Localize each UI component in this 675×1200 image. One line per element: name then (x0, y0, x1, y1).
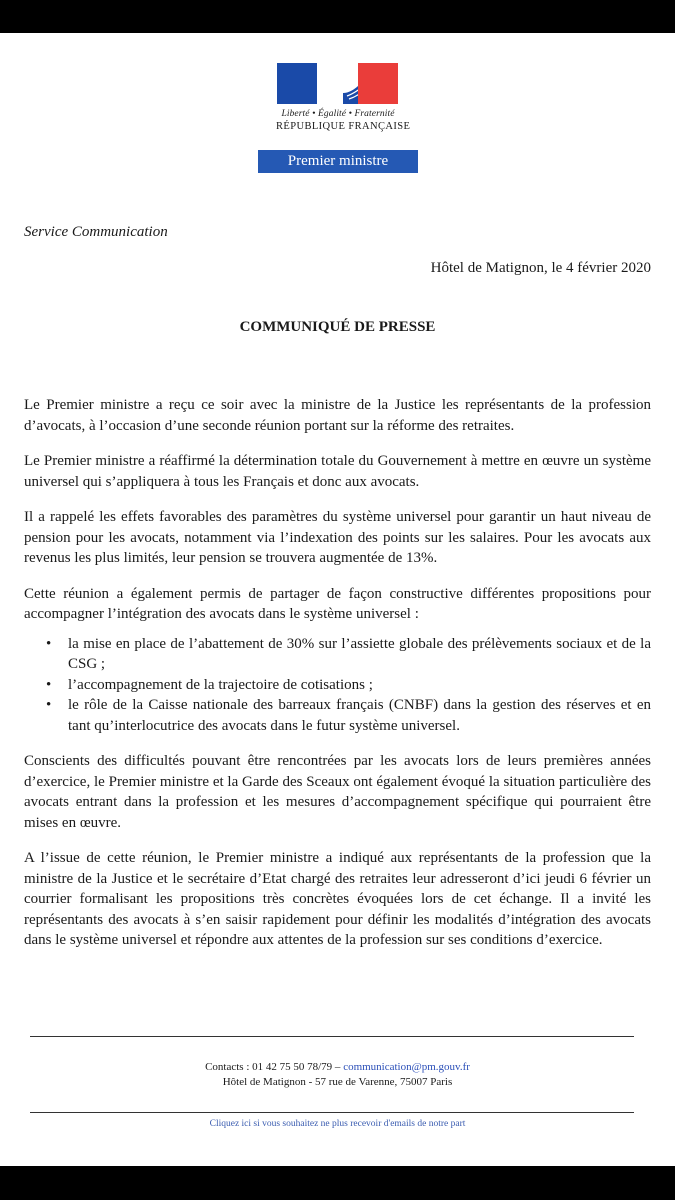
list-item: • la mise en place de l’abattement de 30% sur l’assiette globale des prélèvements sociaux et de la CSG ; (46, 634, 651, 675)
list-item: • le rôle de la Caisse nationale des barreaux français (CNBF) dans la gestion des réserves et en tant qu’interlocutrice des avocats dans le futur système universel. (46, 695, 651, 736)
document-body (24, 395, 651, 966)
premier-ministre-banner: Premier ministre (258, 150, 418, 173)
republique-francaise-logo (276, 63, 411, 132)
divider (30, 1036, 634, 1037)
marianne-icon (343, 63, 358, 104)
contact-email-link[interactable]: communication@pm.gouv.fr (343, 1061, 470, 1073)
paragraph: Le Premier ministre a reçu ce soir avec la ministre de la Justice les représentants de la profession d’avocats, à l’occasion d’une seconde réunion portant sur la réforme des retraites. (24, 397, 651, 434)
republic-motto: Liberté • Égalité • Fraternité (281, 109, 395, 119)
french-flag-logo (277, 63, 398, 104)
paragraph: Il a rappelé les effets favorables des paramètres du système universel pour garantir un haut niveau de pension pour les avocats, notamment via l’indexation des points sur les salaires. Pour les avocats aux revenus les plus limités, leur pension se trouvera augmentée de 13%. (24, 509, 651, 566)
service-label: Service Communication (24, 224, 168, 240)
republique-francaise-label: RÉPUBLIQUE FRANÇAISE (276, 121, 411, 132)
paragraph: Cette réunion a également permis de partager de façon constructive différentes propositions pour accompagner l’intégration des avocats dans le système universel : (24, 585, 651, 622)
contacts-phone: Contacts : 01 42 75 50 78/79 – (205, 1061, 344, 1073)
divider (30, 1112, 634, 1113)
press-release-page (0, 33, 675, 1166)
list-item: • l’accompagnement de la trajectoire de cotisations ; (46, 675, 651, 696)
address-line: Hôtel de Matignon - 57 rue de Varenne, 75007 Paris (222, 1076, 453, 1088)
proposals-list (46, 634, 651, 737)
unsubscribe-link[interactable]: Cliquez ici si vous souhaitez ne plus recevoir d'emails de notre part (209, 1119, 466, 1129)
paragraph: Conscients des difficultés pouvant être rencontrées par les avocats lors de leurs premières années d’exercice, le Premier ministre et la Garde des Sceaux ont également évoqué la situation particulière des avocats entrant dans la profession et les mesures d’accompagnement spécifique qui pourraient être mises en œuvre. (24, 753, 651, 831)
document-title: COMMUNIQUÉ DE PRESSE (239, 319, 436, 335)
paragraph: A l’issue de cette réunion, le Premier ministre a indiqué aux représentants de la profession que la ministre de la Justice et le secrétaire d’Etat chargé des retraites leur adresseront d’ici jeudi 6 février un courrier formalisant les propositions très concrètes évoquées lors de cet échange. Il a invité les représentants des avocats à s’en saisir rapidement pour définir les modalités d’intégration des avocats dans le système universel et répondre aux attentes de la profession sur ses conditions d’exercice. (24, 850, 651, 948)
paragraph: Le Premier ministre a réaffirmé la détermination totale du Gouvernement à mettre en œuvre un système universel qui s’appliquera à tous les Français et donc aux avocats. (24, 453, 651, 490)
contacts-line (0, 1060, 675, 1075)
dateline: Hôtel de Matignon, le 4 février 2020 (430, 260, 651, 276)
contacts-block (0, 1060, 675, 1090)
